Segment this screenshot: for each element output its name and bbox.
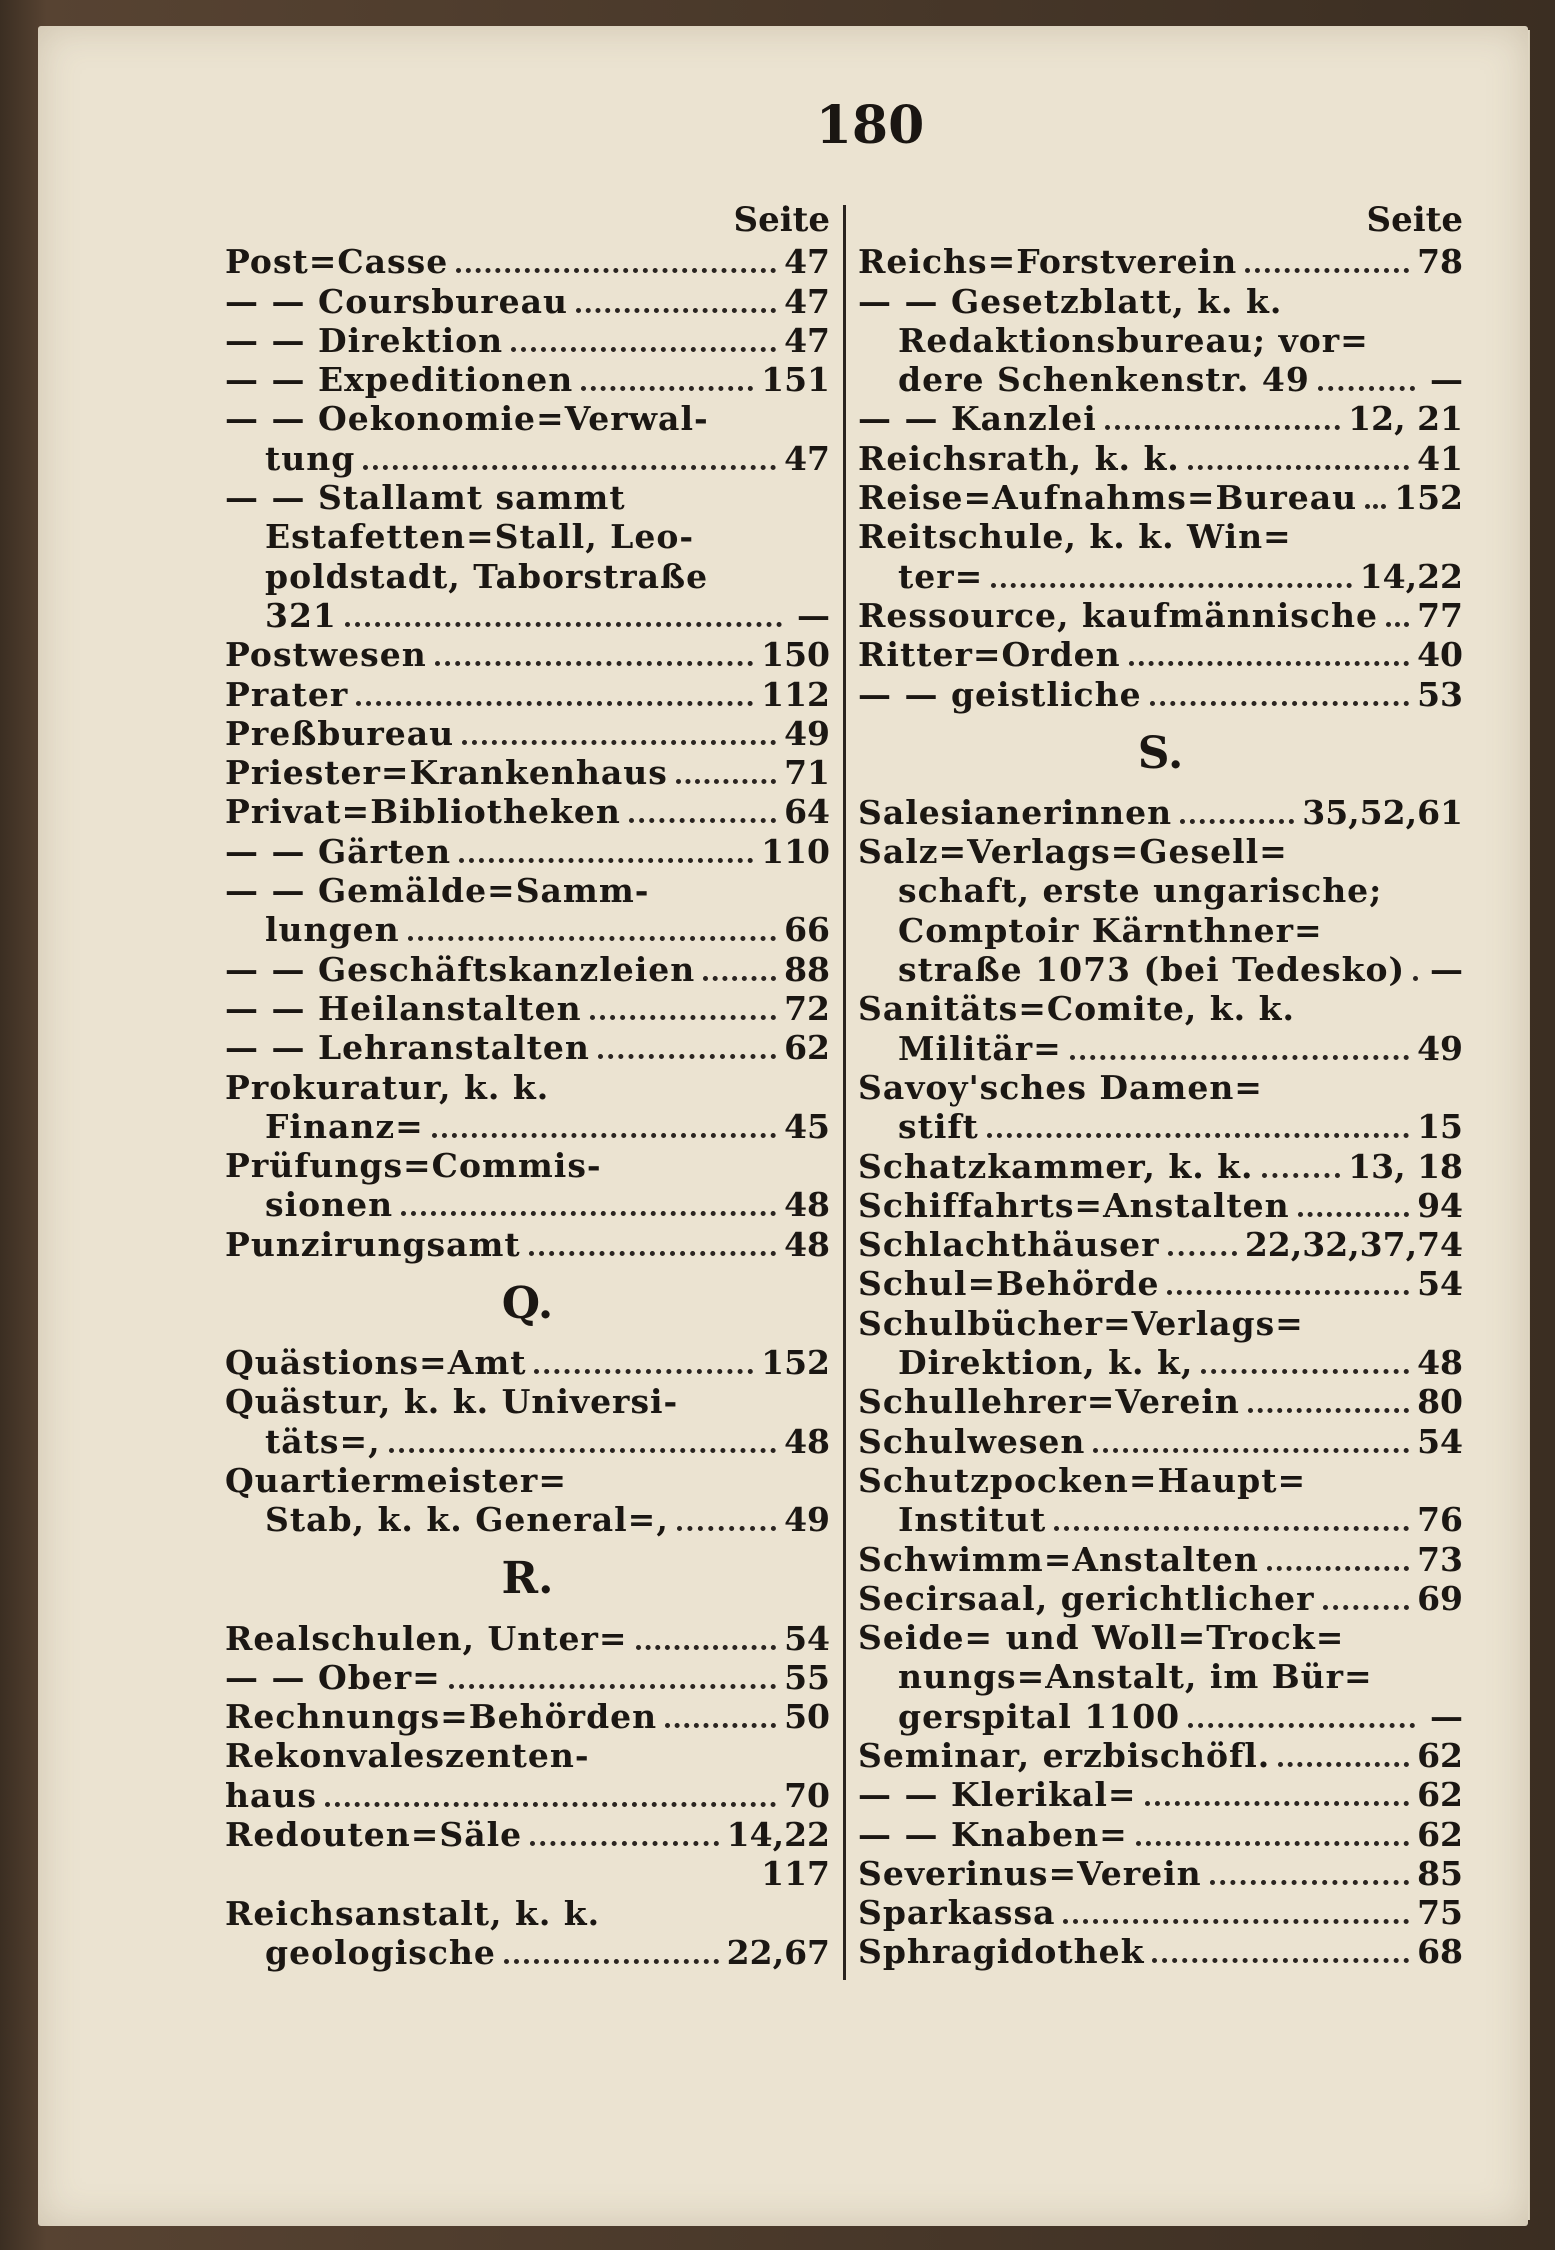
entry-text: Quästions=Amt [225, 1343, 527, 1383]
dot-leader [325, 1792, 776, 1807]
dot-leader [581, 376, 753, 391]
index-entry [858, 1421, 1463, 1460]
index-entry [858, 321, 1463, 360]
entry-text: nungs=Anstalt, im Bür= [898, 1657, 1373, 1697]
index-entry [858, 1146, 1463, 1185]
dot-leader [1168, 1241, 1237, 1256]
entry-text: Schulbücher=Verlags= [858, 1303, 1304, 1343]
index-entry [225, 1893, 830, 1932]
dot-leader [1210, 1870, 1409, 1885]
dot-leader [432, 1123, 776, 1138]
entry-text: täts=, [265, 1421, 381, 1461]
index-entry [858, 674, 1463, 713]
entry-page-ref: 49 [784, 1500, 830, 1540]
index-entry [858, 950, 1463, 989]
dot-leader [530, 1831, 719, 1846]
entry-page-ref: 62 [784, 1028, 830, 1068]
entry-page-ref: 49 [784, 713, 830, 753]
index-entry [858, 1225, 1463, 1264]
entry-text: Postwesen [225, 635, 427, 675]
entry-text: Estafetten=Stall, Leo- [265, 517, 695, 557]
index-entry [225, 438, 830, 477]
index-entry [858, 242, 1463, 281]
dot-leader [1318, 376, 1415, 391]
entry-page-ref: 47 [784, 438, 830, 478]
entry-text: haus [225, 1775, 317, 1815]
dot-leader [1145, 1791, 1410, 1806]
index-entry [225, 517, 830, 556]
entry-text: Redouten=Säle [225, 1814, 523, 1854]
dot-leader [456, 258, 776, 273]
entry-text: — — Gemälde=Samm- [225, 871, 650, 911]
index-entry [225, 635, 830, 674]
entry-text: Reitschule, k. k. Win= [858, 517, 1292, 557]
entry-text: Institut [898, 1500, 1047, 1540]
entry-page-ref: 88 [784, 949, 830, 989]
dot-leader [1413, 966, 1415, 981]
index-entry [225, 1028, 830, 1067]
dot-leader [1262, 1163, 1341, 1178]
entry-page-ref: 152 [761, 1343, 830, 1383]
entry-text: — — Kanzlei [858, 399, 1097, 439]
entry-text: Seide= und Woll=Trock= [858, 1618, 1345, 1658]
entry-text: — — geistliche [858, 674, 1142, 714]
entry-text: — — Ober= [225, 1657, 441, 1697]
entry-text: Sparkassa [858, 1893, 1056, 1933]
index-entry [225, 674, 830, 713]
dot-leader [1201, 1359, 1409, 1374]
dot-leader [1188, 455, 1409, 470]
index-entry [858, 1854, 1463, 1893]
entry-page-ref: 112 [761, 674, 830, 714]
entry-text: Ritter=Orden [858, 635, 1121, 675]
dot-leader [703, 966, 776, 981]
dot-leader [459, 848, 753, 863]
dot-leader [1267, 1556, 1409, 1571]
right-column [858, 198, 1463, 1971]
index-entry [858, 832, 1463, 871]
entry-page-ref: 41 [1417, 438, 1463, 478]
column-header: Seite [1366, 200, 1463, 240]
entry-text: Finanz= [265, 1106, 424, 1146]
index-entry [858, 1264, 1463, 1303]
index-entry [225, 1933, 830, 1972]
index-entry [858, 1500, 1463, 1539]
dot-leader [1105, 415, 1340, 430]
entry-page-ref: 94 [1417, 1185, 1463, 1225]
dot-leader [991, 573, 1351, 588]
index-entry [858, 635, 1463, 674]
entry-page-ref: 110 [761, 831, 830, 871]
dot-leader [401, 1201, 776, 1216]
entry-text: Reise=Aufnahms=Bureau [858, 478, 1358, 518]
index-entry [225, 1382, 830, 1421]
dot-leader [677, 1516, 776, 1531]
entry-text: Reichsrath, k. k. [858, 438, 1180, 478]
index-entry [858, 596, 1463, 635]
dot-leader [1278, 1752, 1409, 1767]
entry-page-ref: 71 [784, 753, 830, 793]
entry-text: Reichs=Forstverein [858, 242, 1238, 282]
entry-page-ref: 64 [784, 792, 830, 832]
entry-page-ref: 62 [1417, 1814, 1463, 1854]
entry-text: Quartiermeister= [225, 1460, 567, 1500]
dot-leader [1167, 1280, 1409, 1295]
dot-leader [629, 808, 776, 823]
index-entry [225, 792, 830, 831]
entry-text: gerspital 1100 [898, 1696, 1181, 1736]
dot-leader [1093, 1438, 1409, 1453]
entry-text: Schullehrer=Verein [858, 1382, 1240, 1422]
dot-leader [1248, 1398, 1409, 1413]
entry-text: Prater [225, 674, 349, 714]
index-entry [858, 1461, 1463, 1500]
entry-text: Privat=Bibliotheken [225, 792, 621, 832]
entry-text: — — Direktion [225, 320, 504, 360]
index-entry [858, 1814, 1463, 1853]
entry-page-ref: — [797, 595, 830, 635]
dot-leader [345, 612, 782, 627]
entry-page-ref: 54 [784, 1618, 830, 1658]
index-entry [858, 793, 1463, 832]
entry-text: — — Gesetzblatt, k. k. [858, 281, 1283, 321]
entry-text: Realschulen, Unter= [225, 1618, 628, 1658]
entry-text: Schulwesen [858, 1421, 1086, 1461]
entry-page-ref: 49 [1417, 1028, 1463, 1068]
index-entry [225, 1461, 830, 1500]
index-entry [225, 1736, 830, 1775]
entry-page-ref: 15 [1417, 1107, 1463, 1147]
entry-page-ref: 40 [1417, 635, 1463, 675]
entry-page-ref: 13, 18 [1348, 1146, 1463, 1186]
dot-leader [408, 926, 776, 941]
index-entry [225, 478, 830, 517]
entry-text: Schutzpocken=Haupt= [858, 1460, 1307, 1500]
dot-leader [511, 337, 776, 352]
entry-page-ref: 47 [784, 242, 830, 282]
entry-page-ref: 54 [1417, 1264, 1463, 1304]
index-entry [225, 1146, 830, 1185]
dot-leader [529, 1241, 776, 1256]
entry-text: Schwimm=Anstalten [858, 1539, 1259, 1579]
index-entry [858, 478, 1463, 517]
entry-text: — — Expeditionen [225, 360, 574, 400]
entry-text: Reichsanstalt, k. k. [225, 1893, 601, 1933]
entry-text: straße 1073 (bei Tedesko) [898, 950, 1406, 990]
dot-leader [665, 1713, 776, 1728]
entry-text: 321 [265, 595, 337, 635]
entry-page-ref: — [1430, 360, 1463, 400]
section-letter: S. [1137, 727, 1184, 779]
entry-page-ref: 62 [1417, 1735, 1463, 1775]
index-entry [225, 321, 830, 360]
entry-text: Schatzkammer, k. k. [858, 1146, 1254, 1186]
index-entry [858, 1893, 1463, 1932]
entry-page-ref: 50 [784, 1697, 830, 1737]
index-entry [225, 1658, 830, 1697]
entry-page-ref: — [1430, 1696, 1463, 1736]
entry-text: geologische [265, 1932, 496, 1972]
dot-leader [449, 1674, 776, 1689]
dot-leader [356, 691, 753, 706]
entry-text: schaft, erste ungarische; [898, 871, 1383, 911]
index-entry [858, 438, 1463, 477]
index-entry [225, 1500, 830, 1539]
index-entry [858, 1696, 1463, 1735]
index-entry [858, 989, 1463, 1028]
index-entry [858, 1382, 1463, 1421]
entry-text: — — Heilanstalten [225, 988, 582, 1028]
entry-text: Prüfungs=Commis- [225, 1146, 602, 1186]
entry-text: tung [265, 438, 356, 478]
index-entry [858, 1579, 1463, 1618]
entry-page-ref: 70 [784, 1775, 830, 1815]
entry-page-ref: 150 [761, 635, 830, 675]
dot-leader [676, 769, 776, 784]
entry-page-ref: 48 [784, 1421, 830, 1461]
index-entry [225, 989, 830, 1028]
index-entry [225, 1618, 830, 1657]
index-entry [858, 1775, 1463, 1814]
index-entry [858, 281, 1463, 320]
entry-page-ref: 47 [784, 281, 830, 321]
entry-text: Savoy'sches Damen= [858, 1067, 1263, 1107]
entry-text: Rekonvaleszenten- [225, 1736, 590, 1776]
entry-text: — — Oekonomie=Verwal- [225, 399, 709, 439]
entry-text: Quästur, k. k. Universi- [225, 1382, 679, 1422]
entry-page-ref: 76 [1417, 1500, 1463, 1540]
entry-page-ref: 85 [1417, 1853, 1463, 1893]
entry-text: Prokuratur, k. k. [225, 1067, 550, 1107]
entry-text: — — Knaben= [858, 1814, 1128, 1854]
entry-text: Sphragidothek [858, 1932, 1145, 1972]
index-entry [858, 871, 1463, 910]
entry-text: Comptoir Kärnthner= [898, 910, 1323, 950]
entry-page-ref: 80 [1417, 1382, 1463, 1422]
entry-text: Schiffahrts=Anstalten [858, 1185, 1290, 1225]
entry-page-ref: 47 [784, 320, 830, 360]
index-entry [225, 1343, 830, 1382]
entry-text: — — Stallamt sammt [225, 478, 626, 518]
index-entry [225, 360, 830, 399]
index-entry [225, 242, 830, 281]
entry-text: Schul=Behörde [858, 1264, 1160, 1304]
entry-text: Rechnungs=Behörden [225, 1697, 658, 1737]
entry-page-ref: 54 [1417, 1421, 1463, 1461]
entry-text: ter= [898, 556, 984, 596]
dot-leader [1245, 258, 1409, 273]
entry-text: lungen [265, 910, 400, 950]
index-entry [225, 949, 830, 988]
dot-leader [363, 455, 776, 470]
dot-leader [435, 651, 753, 666]
entry-text: Schlachthäuser [858, 1225, 1160, 1265]
entry-page-ref: 48 [784, 1224, 830, 1264]
index-entry [858, 910, 1463, 949]
entry-page-ref: 152 [1394, 478, 1463, 518]
entry-page-ref: 68 [1417, 1932, 1463, 1972]
entry-page-ref: 78 [1417, 242, 1463, 282]
entry-page-ref: 55 [784, 1657, 830, 1697]
index-entry [225, 871, 830, 910]
entry-page-ref: 75 [1417, 1893, 1463, 1933]
index-entry [225, 556, 830, 595]
dot-leader [1298, 1202, 1409, 1217]
dot-leader [1188, 1713, 1415, 1728]
entry-text: — — Klerikal= [858, 1775, 1137, 1815]
column-header: Seite [733, 200, 830, 240]
dot-leader [1063, 1909, 1409, 1924]
entry-page-ref: 53 [1417, 674, 1463, 714]
index-entry [225, 596, 830, 635]
entry-page-ref: 22,32,37,74 [1244, 1225, 1463, 1265]
entry-text: Secirsaal, gerichtlicher [858, 1578, 1315, 1618]
index-entry [858, 1932, 1463, 1971]
entry-page-ref: 77 [1417, 595, 1463, 635]
entry-text: sionen [265, 1185, 394, 1225]
left-column [225, 198, 830, 1972]
index-entry [225, 1775, 830, 1814]
dot-leader [590, 1005, 776, 1020]
entry-text: dere Schenkenstr. 49 [898, 360, 1310, 400]
right-index-list [858, 242, 1463, 1971]
entry-page-ref: 66 [784, 910, 830, 950]
dot-leader [1180, 809, 1294, 824]
index-entry [858, 556, 1463, 595]
index-entry [225, 1067, 830, 1106]
index-entry [858, 360, 1463, 399]
entry-text: stift [898, 1107, 979, 1147]
index-entry [225, 1697, 830, 1736]
index-entry [225, 1185, 830, 1224]
index-entry [858, 1028, 1463, 1067]
entry-text: Punzirungsamt [225, 1224, 521, 1264]
entry-page-ref: 35,52,61 [1302, 792, 1463, 832]
index-entry [225, 281, 830, 320]
dot-leader [598, 1044, 776, 1059]
entry-page-ref: 73 [1417, 1539, 1463, 1579]
entry-page-ref: 14,22 [1359, 556, 1463, 596]
index-entry [858, 1068, 1463, 1107]
dot-leader [1070, 1045, 1409, 1060]
index-entry [858, 517, 1463, 556]
index-entry [858, 1539, 1463, 1578]
entry-text: Sanitäts=Comite, k. k. [858, 989, 1295, 1029]
entry-page-ref: 48 [784, 1185, 830, 1225]
entry-text: Seminar, erzbischöfl. [858, 1735, 1271, 1775]
dot-leader [389, 1438, 776, 1453]
index-entry [225, 1854, 830, 1893]
entry-text: Severinus=Verein [858, 1853, 1202, 1893]
entry-text: Priester=Krankenhaus [225, 753, 668, 793]
index-entry [225, 399, 830, 438]
dot-leader [1150, 691, 1410, 706]
index-entry [225, 831, 830, 870]
entry-text: Redaktionsbureau; vor= [898, 320, 1369, 360]
entry-text: Salz=Verlags=Gesell= [858, 832, 1288, 872]
dot-leader [1136, 1831, 1409, 1846]
dot-leader [1323, 1595, 1410, 1610]
index-entry [225, 1421, 830, 1460]
dot-leader [987, 1123, 1409, 1138]
entry-page-ref: 62 [1417, 1775, 1463, 1815]
dot-leader [1386, 612, 1409, 627]
index-entry [858, 1736, 1463, 1775]
entry-page-ref: 22,67 [726, 1932, 830, 1972]
index-entry [858, 1618, 1463, 1657]
entry-text: — — Gärten [225, 831, 452, 871]
dot-leader [1129, 651, 1409, 666]
index-entry [225, 1815, 830, 1854]
dot-leader [1054, 1516, 1409, 1531]
column-divider [843, 205, 846, 1980]
entry-text: Militär= [898, 1028, 1062, 1068]
entry-page-ref: 69 [1417, 1578, 1463, 1618]
index-entry [225, 1224, 830, 1263]
index-entry [858, 1657, 1463, 1696]
entry-text: — — Geschäftskanzleien [225, 949, 696, 989]
entry-page-ref: 12, 21 [1348, 399, 1463, 439]
entry-text: Post=Casse [225, 242, 449, 282]
dot-leader [1365, 494, 1386, 509]
entry-page-ref: — [1430, 950, 1463, 990]
entry-text: Ressource, kaufmännische [858, 595, 1378, 635]
entry-page-ref: 14,22 [726, 1814, 830, 1854]
section-letter: R. [501, 1553, 554, 1605]
entry-text: poldstadt, Taborstraße [265, 556, 709, 596]
dot-leader [636, 1635, 777, 1650]
section-letter: Q. [501, 1277, 554, 1329]
entry-page-ref: 72 [784, 988, 830, 1028]
entry-text: Stab, k. k. General=, [265, 1500, 669, 1540]
page-number: 180 [815, 95, 925, 156]
dot-leader [1152, 1948, 1409, 1963]
dot-leader [462, 730, 776, 745]
entry-page-ref: 48 [1417, 1343, 1463, 1383]
index-entry [858, 1303, 1463, 1342]
entry-text: Direktion, k. k, [898, 1343, 1194, 1383]
entry-text: Salesianerinnen [858, 792, 1173, 832]
index-entry [858, 399, 1463, 438]
entry-text: — — Coursbureau [225, 281, 569, 321]
dot-leader [504, 1949, 719, 1964]
index-entry [225, 753, 830, 792]
index-entry [225, 714, 830, 753]
entry-page-ref: 151 [761, 360, 830, 400]
dot-leader [576, 298, 776, 313]
index-entry [858, 1107, 1463, 1146]
entry-page-ref: 117 [761, 1854, 830, 1894]
index-entry [858, 1343, 1463, 1382]
dot-leader [534, 1359, 753, 1374]
index-entry [858, 1186, 1463, 1225]
entry-text: — — Lehranstalten [225, 1028, 590, 1068]
index-entry [225, 1107, 830, 1146]
left-index-list [225, 242, 830, 1972]
index-entry [225, 910, 830, 949]
entry-page-ref: 45 [784, 1106, 830, 1146]
entry-text: Preßbureau [225, 713, 455, 753]
